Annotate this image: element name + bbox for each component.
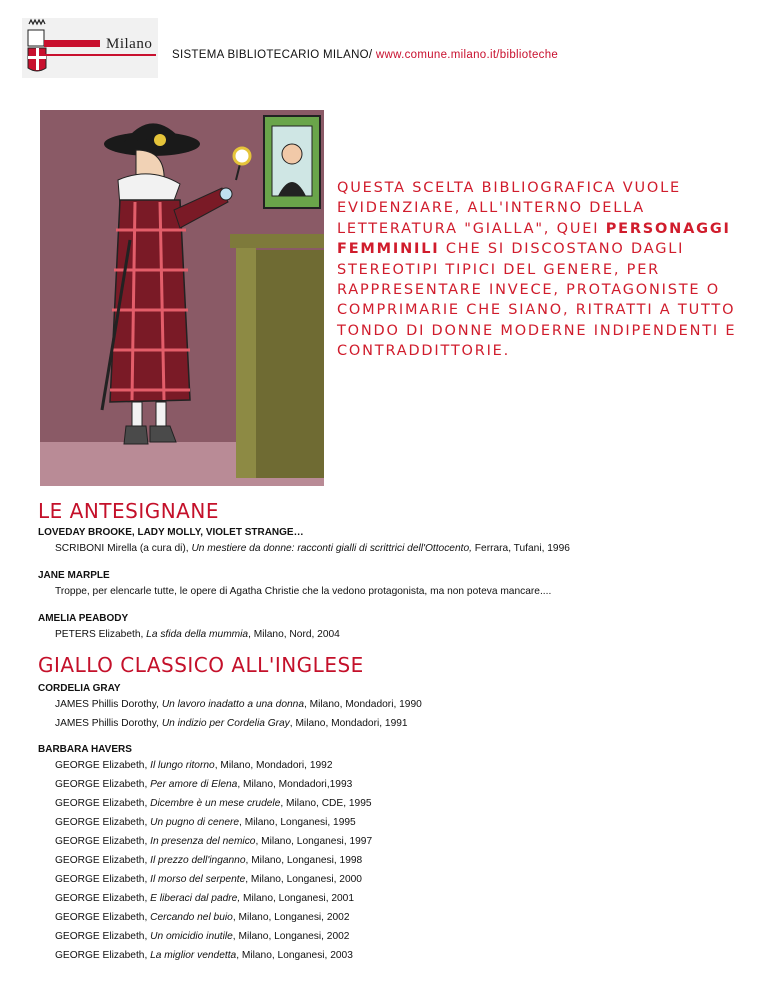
- reference-item: [55, 794, 738, 813]
- reference-item: [55, 714, 738, 733]
- intro-text: [337, 178, 737, 362]
- ref-publisher: , Milano, Mondadori, 1990: [303, 699, 422, 710]
- ref-author: GEORGE Elizabeth,: [55, 874, 151, 885]
- ref-publisher: , Milano, Mondadori, 1992: [214, 760, 333, 771]
- ref-publisher: , Milano, Nord, 2004: [248, 629, 340, 640]
- ref-publisher: , Milano, Longanesi, 2002: [232, 931, 350, 942]
- reference-item: [55, 870, 738, 889]
- ref-title: Il morso del serpente: [150, 874, 246, 885]
- page-header: [22, 18, 762, 80]
- ref-author: JAMES Phillis Dorothy,: [55, 718, 162, 729]
- ref-title: La miglior vendetta: [150, 950, 237, 961]
- ref-author: JAMES Phillis Dorothy,: [55, 699, 162, 710]
- ref-publisher: , Milano, Mondadori, 1991: [289, 718, 408, 729]
- ref-author: SCRIBONI Mirella (a cura di),: [55, 543, 192, 554]
- logo-text: Milano: [106, 36, 153, 52]
- ref-title: Un mestiere da donne: racconti gialli di scrittrici dell'Ottocento,: [191, 543, 472, 554]
- entry-jane-marple: [38, 569, 738, 601]
- system-label: SISTEMA BIBLIOTECARIO MILANO/: [172, 49, 376, 61]
- section-title-giallo-classico: GIALLO CLASSICO ALL'INGLESE: [38, 653, 364, 677]
- ref-author: GEORGE Elizabeth,: [55, 817, 151, 828]
- reference-item: [55, 908, 738, 927]
- ref-publisher: , Milano, Longanesi, 2002: [232, 912, 350, 923]
- character-name: LOVEDAY BROOKE, LADY MOLLY, VIOLET STRANGE…: [38, 527, 304, 538]
- character-name: AMELIA PEABODY: [38, 613, 129, 624]
- reference-item: [55, 582, 738, 601]
- reference-item: [55, 756, 738, 775]
- reference-item: [55, 946, 738, 965]
- reference-item: [55, 927, 738, 946]
- ref-title: Un indizio per Cordelia Gray: [161, 718, 290, 729]
- entry-loveday-brooke: [38, 526, 738, 558]
- ref-title: Un pugno di cenere: [150, 817, 240, 828]
- ref-title: Cercando nel buio: [150, 912, 233, 923]
- ref-publisher: , Milano, Longanesi, 1997: [255, 836, 373, 847]
- reference-item: [55, 625, 738, 644]
- entry-barbara-havers: [38, 743, 738, 965]
- ref-publisher: , Milano, CDE, 1995: [280, 798, 372, 809]
- entry-amelia-peabody: [38, 612, 738, 644]
- ref-publisher: , Milano, Mondadori,1993: [237, 779, 353, 790]
- system-url-link[interactable]: www.comune.milano.it/biblioteche: [375, 49, 559, 61]
- ref-publisher: Ferrara, Tufani, 1996: [471, 543, 570, 554]
- ref-title: E liberaci dal padre,: [150, 893, 241, 904]
- reference-item: [55, 889, 738, 908]
- ref-title: La sfida della mummia: [146, 629, 249, 640]
- section-title-antesignane: LE ANTESIGNANE: [38, 499, 219, 523]
- ref-publisher: , Milano, Longanesi, 2000: [245, 874, 362, 885]
- reference-item: [55, 813, 738, 832]
- character-name: CORDELIA GRAY: [38, 683, 121, 694]
- ref-author: PETERS Elizabeth,: [55, 629, 147, 640]
- ref-author: GEORGE Elizabeth,: [55, 798, 151, 809]
- ref-author: GEORGE Elizabeth,: [55, 779, 151, 790]
- intro-highlight: PERSONAGGI FEMMINILI: [337, 220, 731, 258]
- ref-title: Un omicidio inutile: [150, 931, 233, 942]
- ref-publisher: , Milano, Longanesi, 2003: [236, 950, 353, 961]
- ref-publisher: Milano, Longanesi, 2001: [240, 893, 355, 904]
- ref-title: Il prezzo dell'inganno: [150, 855, 246, 866]
- ref-author: GEORGE Elizabeth,: [55, 760, 151, 771]
- ref-title: Per amore di Elena: [150, 779, 238, 790]
- ref-author: GEORGE Elizabeth,: [55, 912, 151, 923]
- ref-publisher: , Milano, Longanesi, 1995: [239, 817, 356, 828]
- character-name: JANE MARPLE: [38, 570, 110, 581]
- intro-before: QUESTA SCELTA BIBLIOGRAFICA VUOLE EVIDENZIARE, ALL'INTERNO DELLA LETTERATURA "GIALLA", QUEI: [337, 180, 681, 237]
- ref-author: GEORGE Elizabeth,: [55, 950, 151, 961]
- ref-title: In presenza del nemico: [150, 836, 256, 847]
- ref-author: GEORGE Elizabeth,: [55, 855, 151, 866]
- reference-item: [55, 832, 738, 851]
- ref-title: Il lungo ritorno: [150, 760, 215, 771]
- ref-author: GEORGE Elizabeth,: [55, 893, 151, 904]
- ref-author: GEORGE Elizabeth,: [55, 836, 151, 847]
- system-title: [172, 49, 558, 61]
- ref-note: Troppe, per elencarle tutte, le opere di Agatha Christie che la vedono protagonista, ma non poteva mancare....: [55, 586, 552, 597]
- comune-milano-logo: [22, 18, 158, 78]
- reference-item: [55, 695, 738, 714]
- detective-lady-illustration: [40, 110, 324, 486]
- ref-title: Un lavoro inadatto a una donna: [161, 699, 304, 710]
- reference-item: [55, 539, 738, 558]
- entry-cordelia-gray: [38, 682, 738, 733]
- ref-publisher: , Milano, Longanesi, 1998: [245, 855, 363, 866]
- character-name: BARBARA HAVERS: [38, 744, 132, 755]
- ref-author: GEORGE Elizabeth,: [55, 931, 151, 942]
- reference-item: [55, 775, 738, 794]
- intro-after: CHE SI DISCOSTANO DAGLI STEREOTIPI TIPICI DEL GENERE, PER RAPPRESENTARE INVECE, PROTAGONISTE O COMPRIMARIE CHE SIANO, RITRATTI A TUTTO TONDO DI DONNE MODERNE INDIPENDENTI E CONTRADDITTORIE.: [337, 241, 737, 360]
- reference-item: [55, 851, 738, 870]
- ref-title: Dicembre è un mese crudele: [150, 798, 281, 809]
